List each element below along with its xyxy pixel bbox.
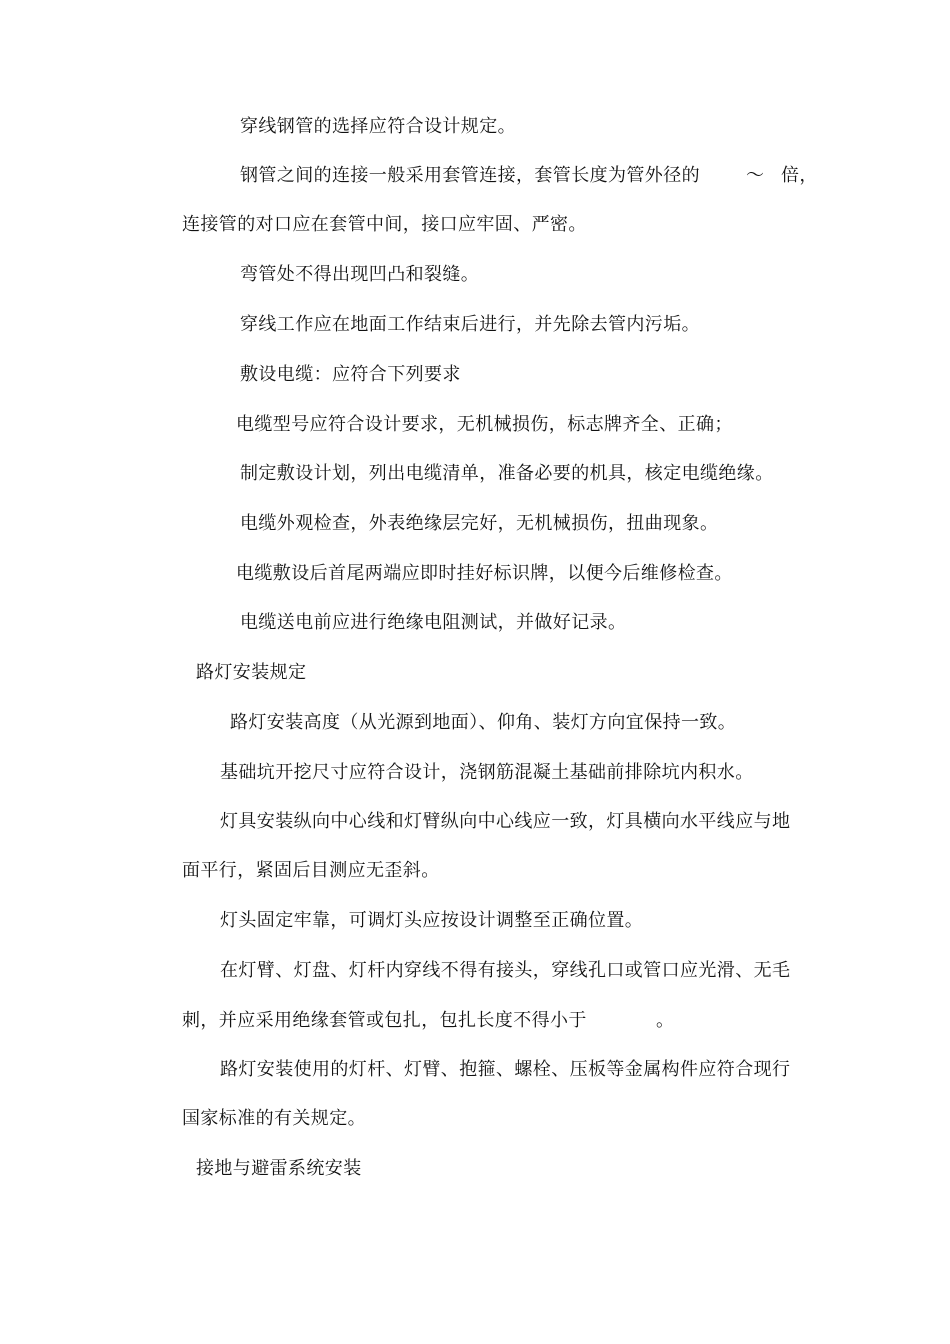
text-line: 制定敷设计划，列出电缆清单，准备必要的机具，核定电缆绝缘。 bbox=[240, 463, 774, 484]
text-line: 穿线钢管的选择应符合设计规定。 bbox=[240, 116, 516, 137]
text-line: 穿线工作应在地面工作结束后进行，并先除去管内污垢。 bbox=[240, 314, 700, 335]
text-line: ～ bbox=[746, 165, 765, 186]
text-line: 电缆外观检查，外表绝缘层完好，无机械损伤，扭曲现象。 bbox=[240, 513, 719, 534]
text-line: 灯具安装纵向中心线和灯臂纵向中心线应一致，灯具横向水平线应与地 bbox=[220, 811, 791, 832]
text-line: 倍， bbox=[781, 165, 818, 186]
section-heading: 接地与避雷系统安装 bbox=[196, 1158, 362, 1179]
text-line: 弯管处不得出现凹凸和裂缝。 bbox=[240, 264, 480, 285]
text-line: 电缆送电前应进行绝缘电阻测试，并做好记录。 bbox=[240, 612, 627, 633]
text-line: 敷设电缆：应符合下列要求 bbox=[240, 364, 461, 385]
text-line: 电缆型号应符合设计要求，无机械损伤，标志牌齐全、正确； bbox=[236, 414, 733, 435]
text-line: 刺，并应采用绝缘套管或包扎，包扎长度不得小于 bbox=[182, 1010, 587, 1031]
text-line: 钢管之间的连接一般采用套管连接，套管长度为管外径的 bbox=[240, 165, 700, 186]
text-line: 路灯安装使用的灯杆、灯臂、抱箍、螺栓、压板等金属构件应符合现行 bbox=[220, 1059, 791, 1080]
text-line: 在灯臂、灯盘、灯杆内穿线不得有接头，穿线孔口或管口应光滑、无毛 bbox=[220, 960, 791, 981]
text-line: 。 bbox=[656, 1010, 675, 1031]
text-line: 电缆敷设后首尾两端应即时挂好标识牌，以便今后维修检查。 bbox=[236, 563, 733, 584]
text-line: 灯头固定牢靠，可调灯头应按设计调整至正确位置。 bbox=[220, 910, 644, 931]
section-heading: 路灯安装规定 bbox=[196, 662, 307, 683]
text-line: 基础坑开挖尺寸应符合设计，浇钢筋混凝土基础前排除坑内积水。 bbox=[220, 762, 754, 783]
text-line: 路灯安装高度（从光源到地面）、仰角、装灯方向宜保持一致。 bbox=[230, 712, 737, 733]
text-line: 连接管的对口应在套管中间，接口应牢固、严密。 bbox=[182, 214, 587, 235]
text-line: 面平行，紧固后目测应无歪斜。 bbox=[182, 860, 440, 881]
text-line: 国家标准的有关规定。 bbox=[182, 1108, 366, 1129]
